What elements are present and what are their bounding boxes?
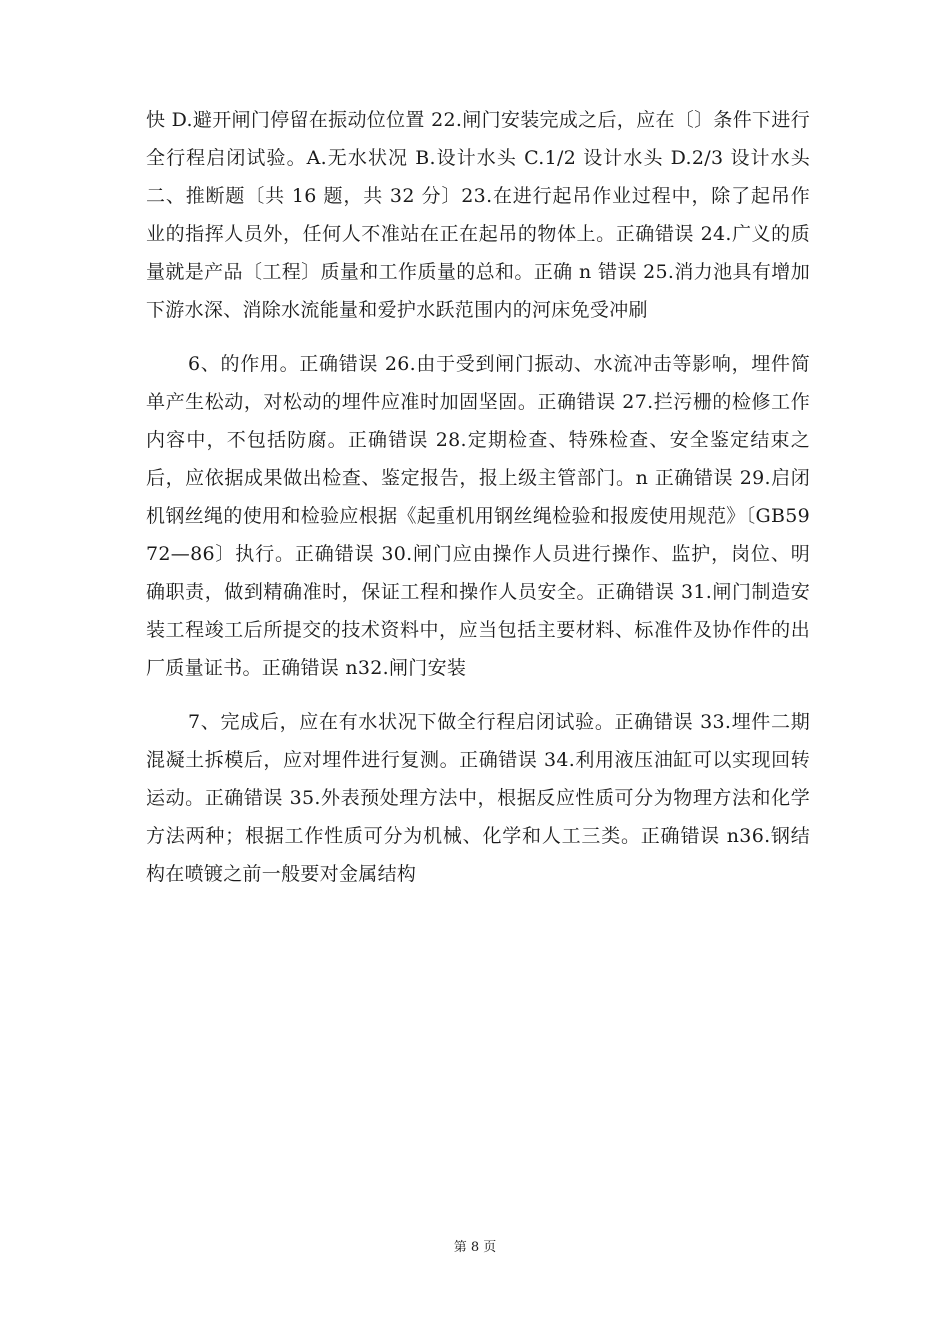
paragraph-1: 快 D.避开闸门停留在振动位位置 22.闸门安装完成之后，应在〔〕条件下进行全行程启闭试验。A.无水状况 B.设计水头 C.1/2 设计水头 D.2/3 设计水头二、推断题〔共 16 题，共 32 分〕23.在进行起吊作业过程中，除了起吊作业的指挥人员外，任何人不准站在正在起吊的物体上。正确错误 24.广义的质量就是产品〔工程〕质量和工作质量的总和。正确 n 错误 25.消力池具有增加下游水深、消除水流能量和爱护水跃范围内的河床免受冲刷: [146, 109, 810, 321]
paragraph-3: 7、完成后，应在有水状况下做全行程启闭试验。正确错误 33.埋件二期混凝土拆模后，应对埋件进行复测。正确错误 34.利用液压油缸可以实现回转运动。正确错误 35.外表预处理方法中，根据反应性质可分为物理方法和化学方法两种；根据工作性质可分为机械、化学和人工三类。正确错误 n36.钢结构在喷镀之前一般要对金属结构: [146, 711, 810, 885]
page-number: 第 8 页: [453, 1240, 497, 1255]
document-body: [146, 101, 810, 909]
paragraph-2: 6、的作用。正确错误 26.由于受到闸门振动、水流冲击等影响，埋件简单产生松动，对松动的埋件应准时加固坚固。正确错误 27.拦污栅的检修工作内容中，不包括防腐。正确错误 28.定期检查、特殊检查、安全鉴定结束之后，应依据成果做出检查、鉴定报告，报上级主管部门。n 正确错误 29.启闭机钢丝绳的使用和检验应根据《起重机用钢丝绳检验和报废使用规范》〔GB5972—86〕执行。正确错误 30.闸门应由操作人员进行操作、监护，岗位、明确职责，做到精确准时，保证工程和操作人员安全。正确错误 31.闸门制造安装工程竣工后所提交的技术资料中，应当包括主要材料、标准件及协作件的出厂质量证书。正确错误 n32.闸门安装: [146, 353, 810, 679]
